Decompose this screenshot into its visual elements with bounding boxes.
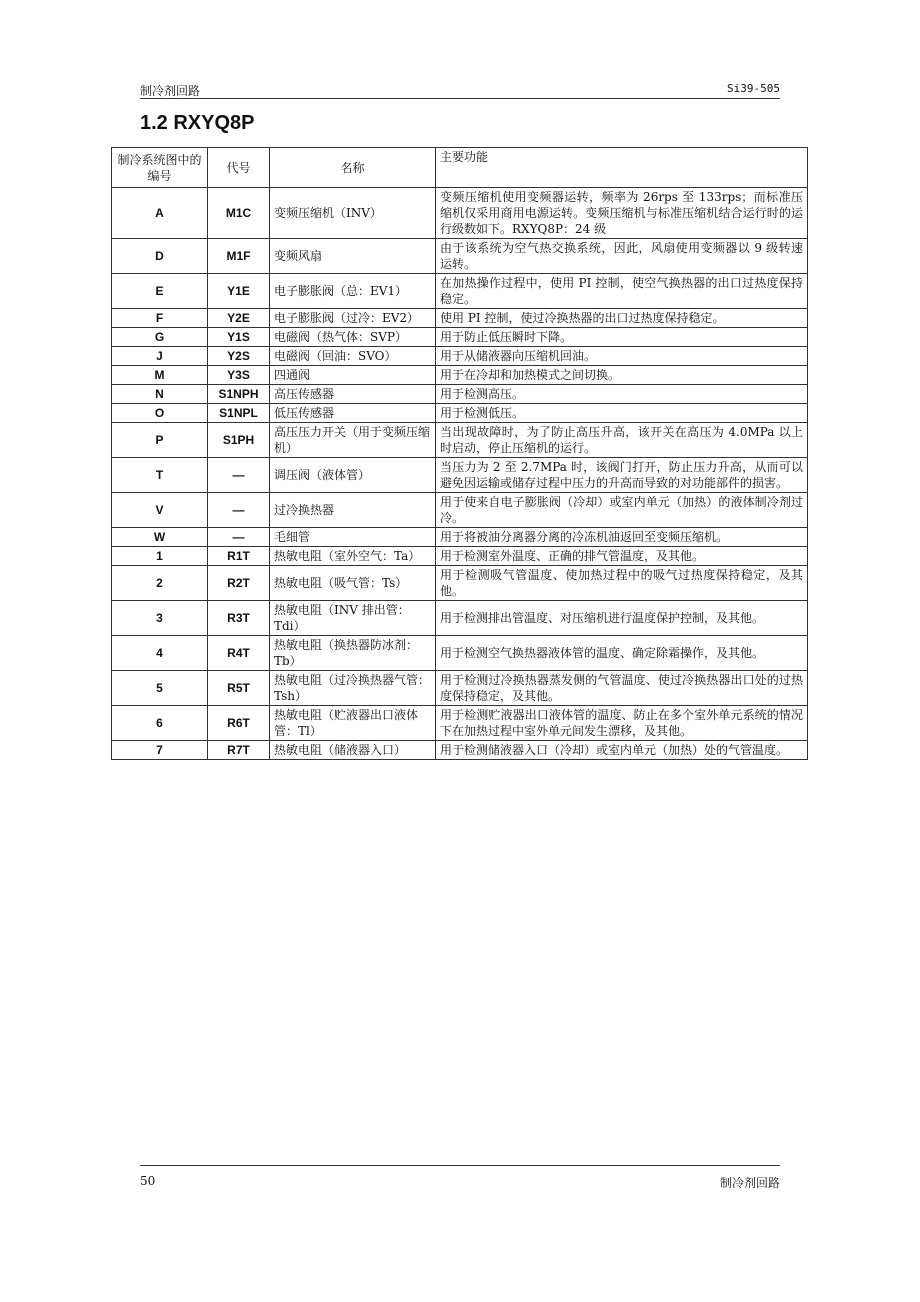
table-row — [112, 239, 808, 274]
row-code: S1NPL — [208, 404, 270, 423]
row-name: 热敏电阻（吸气管：Ts） — [270, 566, 436, 601]
row-number: F — [112, 309, 208, 328]
row-number: 7 — [112, 741, 208, 760]
row-name: 热敏电阻（储液器入口） — [270, 741, 436, 760]
table-row — [112, 706, 808, 741]
row-name: 变频压缩机（INV） — [270, 188, 436, 239]
row-number: G — [112, 328, 208, 347]
row-name: 调压阀（液体管） — [270, 458, 436, 493]
row-name: 电子膨胀阀（总：EV1） — [270, 274, 436, 309]
row-name: 四通阀 — [270, 366, 436, 385]
row-function: 当压力为 2 至 2.7MPa 时，该阀门打开，防止压力升高，从而可以避免因运输或储存过程中压力的升高而导致的对功能部件的损害。 — [436, 458, 808, 493]
header-code: 代号 — [208, 148, 270, 188]
row-name: 过冷换热器 — [270, 493, 436, 528]
table-row — [112, 366, 808, 385]
table-row — [112, 274, 808, 309]
row-function: 用于检测储液器入口（冷却）或室内单元（加热）处的气管温度。 — [436, 741, 808, 760]
row-number: W — [112, 528, 208, 547]
row-function: 使用 PI 控制，使过冷换热器的出口过热度保持稳定。 — [436, 309, 808, 328]
table-row — [112, 423, 808, 458]
row-function: 用于将被油分离器分离的冷冻机油返回至变频压缩机。 — [436, 528, 808, 547]
table-row — [112, 741, 808, 760]
table-row — [112, 328, 808, 347]
row-name: 电子膨胀阀（过冷：EV2） — [270, 309, 436, 328]
row-function: 用于检测吸气管温度、使加热过程中的吸气过热度保持稳定，及其他。 — [436, 566, 808, 601]
row-number: V — [112, 493, 208, 528]
row-number: 1 — [112, 547, 208, 566]
table-row — [112, 671, 808, 706]
row-number: 5 — [112, 671, 208, 706]
table-row — [112, 188, 808, 239]
row-name: 毛细管 — [270, 528, 436, 547]
row-function: 用于防止低压瞬时下降。 — [436, 328, 808, 347]
row-code: S1NPH — [208, 385, 270, 404]
row-name: 电磁阀（热气体：SVP） — [270, 328, 436, 347]
row-number: O — [112, 404, 208, 423]
row-number: A — [112, 188, 208, 239]
row-function: 用于检测室外温度、正确的排气管温度，及其他。 — [436, 547, 808, 566]
row-name: 高压传感器 — [270, 385, 436, 404]
row-name: 热敏电阻（过冷换热器气管：Tsh） — [270, 671, 436, 706]
table-row — [112, 458, 808, 493]
table-row — [112, 528, 808, 547]
table-row — [112, 347, 808, 366]
row-number: 4 — [112, 636, 208, 671]
component-table — [111, 147, 808, 760]
row-code: S1PH — [208, 423, 270, 458]
row-function: 由于该系统为空气热交换系统，因此，风扇使用变频器以 9 级转速运转。 — [436, 239, 808, 274]
table-row — [112, 404, 808, 423]
row-function: 用于检测贮液器出口液体管的温度、防止在多个室外单元系统的情况下在加热过程中室外单元间发生漂移，及其他。 — [436, 706, 808, 741]
row-name: 热敏电阻（贮液器出口液体管：Tl） — [270, 706, 436, 741]
row-name: 热敏电阻（室外空气：Ta） — [270, 547, 436, 566]
header-function: 主要功能 — [436, 148, 808, 188]
row-name: 热敏电阻（换热器防冰剂：Tb） — [270, 636, 436, 671]
row-code: Y1S — [208, 328, 270, 347]
row-name: 变频风扇 — [270, 239, 436, 274]
table-row — [112, 547, 808, 566]
header-section-title: 制冷剂回路 — [140, 84, 201, 98]
row-code: — — [208, 528, 270, 547]
table-row — [112, 385, 808, 404]
table-row — [112, 493, 808, 528]
table-row — [112, 566, 808, 601]
row-function: 在加热操作过程中，使用 PI 控制，使空气换热器的出口过热度保持稳定。 — [436, 274, 808, 309]
header-doc-code: Si39-505 — [727, 82, 780, 95]
row-function: 用于检测排出管温度、对压缩机进行温度保护控制，及其他。 — [436, 601, 808, 636]
row-code: M1C — [208, 188, 270, 239]
section-title: 1.2 RXYQ8P — [140, 112, 255, 134]
row-code: M1F — [208, 239, 270, 274]
row-code: — — [208, 493, 270, 528]
row-function: 用于检测空气换热器液体管的温度、确定除霜操作，及其他。 — [436, 636, 808, 671]
row-number: P — [112, 423, 208, 458]
header-no: 制冷系统图中的编号 — [112, 148, 208, 188]
page-footer — [140, 1165, 780, 1190]
row-number: N — [112, 385, 208, 404]
row-function: 用于检测过冷换热器蒸发侧的气管温度、使过冷换热器出口处的过热度保持稳定，及其他。 — [436, 671, 808, 706]
footer-section-title: 制冷剂回路 — [719, 1176, 780, 1190]
row-function: 用于在冷却和加热模式之间切换。 — [436, 366, 808, 385]
row-number: T — [112, 458, 208, 493]
row-function: 当出现故障时，为了防止高压升高，该开关在高压为 4.0MPa 以上时启动，停止压缩机的运行。 — [436, 423, 808, 458]
row-name: 电磁阀（回油：SVO） — [270, 347, 436, 366]
row-number: 2 — [112, 566, 208, 601]
table-row — [112, 309, 808, 328]
row-name: 高压压力开关（用于变频压缩机） — [270, 423, 436, 458]
row-number: J — [112, 347, 208, 366]
row-number: E — [112, 274, 208, 309]
row-code: R2T — [208, 566, 270, 601]
row-number: D — [112, 239, 208, 274]
row-code: R5T — [208, 671, 270, 706]
row-name: 低压传感器 — [270, 404, 436, 423]
row-function: 用于使来自电子膨胀阀（冷却）或室内单元（加热）的液体制冷剂过冷。 — [436, 493, 808, 528]
row-number: M — [112, 366, 208, 385]
table-row — [112, 601, 808, 636]
row-function: 用于从储液器向压缩机回油。 — [436, 347, 808, 366]
row-name: 热敏电阻（INV 排出管：Tdi） — [270, 601, 436, 636]
row-code: R6T — [208, 706, 270, 741]
page-header — [140, 84, 780, 99]
row-code: Y2E — [208, 309, 270, 328]
row-function: 用于检测高压。 — [436, 385, 808, 404]
row-code: R7T — [208, 741, 270, 760]
row-code: R1T — [208, 547, 270, 566]
row-number: 6 — [112, 706, 208, 741]
row-code: R4T — [208, 636, 270, 671]
table-header-row — [112, 148, 808, 188]
row-code: Y3S — [208, 366, 270, 385]
row-code: — — [208, 458, 270, 493]
row-function: 变频压缩机使用变频器运转，频率为 26rps 至 133rps；而标准压缩机仅采用商用电源运转。变频压缩机与标准压缩机结合运行时的运行级数如下。RXYQ8P：24 级 — [436, 188, 808, 239]
header-name: 名称 — [270, 148, 436, 188]
row-code: R3T — [208, 601, 270, 636]
row-code: Y1E — [208, 274, 270, 309]
row-number: 3 — [112, 601, 208, 636]
page-number: 50 — [140, 1174, 156, 1188]
row-code: Y2S — [208, 347, 270, 366]
row-function: 用于检测低压。 — [436, 404, 808, 423]
table-row — [112, 636, 808, 671]
